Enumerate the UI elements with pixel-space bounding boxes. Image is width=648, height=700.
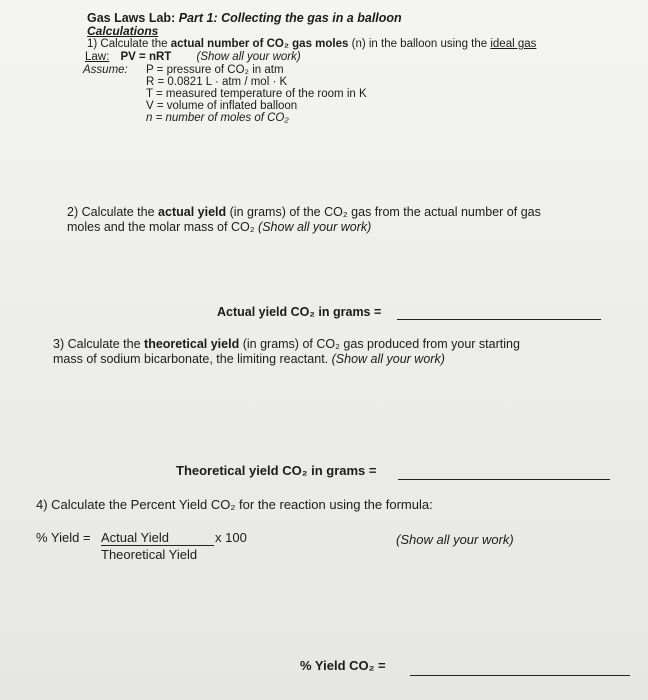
title-italic: Part 1: Collecting the gas in a balloon — [178, 11, 402, 25]
q4-numerator: Actual Yield — [101, 530, 169, 545]
q4-answer-label: % Yield CO₂ = — [300, 658, 386, 673]
q1-assumption-t: T = measured temperature of the room in K — [146, 88, 367, 100]
title-bold: Gas Laws Lab: — [87, 11, 176, 25]
q2-post: (in grams) of the CO₂ gas from the actual number of gas — [229, 205, 541, 219]
q2-line2 — [67, 220, 371, 234]
q3-pre: 3) Calculate the — [53, 337, 141, 351]
q3-line2-text: mass of sodium bicarbonate, the limiting reactant. — [53, 352, 329, 366]
q4-lhs: % Yield = — [36, 530, 91, 545]
q1-assumption-n: n = number of moles of CO₂ — [146, 112, 289, 124]
q1-mid: (n) in the balloon using the — [351, 38, 488, 50]
q3-bold: theoretical yield — [144, 337, 240, 351]
q4-line: 4) Calculate the Percent Yield CO₂ for the reaction using the formula: — [36, 497, 433, 512]
q1-ideal-gas: ideal gas — [490, 38, 537, 50]
q3-line1 — [53, 337, 520, 351]
q3-show: (Show all your work) — [331, 352, 445, 366]
q2-show: (Show all your work) — [258, 220, 372, 234]
q1-law-line — [85, 51, 301, 63]
q2-bold: actual yield — [158, 205, 227, 219]
q1-assumption-p: P = pressure of CO₂ in atm — [146, 64, 284, 76]
q1-assume-label: Assume: — [83, 64, 128, 76]
q4-denominator: Theoretical Yield — [101, 547, 198, 562]
q1-show: (Show all your work) — [196, 51, 301, 63]
q3-line2 — [53, 352, 445, 366]
q2-answer-label: Actual yield CO₂ in grams = — [217, 305, 382, 319]
q4-show: (Show all your work) — [396, 532, 514, 547]
q3-post: (in grams) of CO₂ gas produced from your starting — [242, 337, 520, 351]
q3-answer-blank[interactable] — [398, 479, 610, 480]
q2-line2-text: moles and the molar mass of CO₂ — [67, 220, 255, 234]
q4-fraction-bar — [101, 545, 214, 546]
q4-times: x 100 — [215, 530, 247, 545]
q1-pre: 1) Calculate the — [87, 38, 168, 50]
q1-formula: PV = nRT — [120, 51, 172, 63]
q1-law-label: Law: — [85, 51, 110, 63]
q3-answer-label: Theoretical yield CO₂ in grams = — [176, 463, 377, 478]
q2-answer-blank[interactable] — [397, 319, 601, 320]
q1-assumption-r: R = 0.0821 L · atm / mol · K — [146, 76, 288, 88]
q2-pre: 2) Calculate the — [67, 205, 155, 219]
q1-bold: actual number of CO₂ gas moles — [170, 38, 349, 50]
calculations-heading: Calculations — [87, 24, 159, 38]
q1-line1 — [87, 38, 536, 50]
q2-line1 — [67, 205, 541, 219]
page-title — [87, 11, 402, 25]
q4-answer-blank[interactable] — [410, 675, 630, 676]
q1-assumption-v: V = volume of inflated balloon — [146, 100, 298, 112]
